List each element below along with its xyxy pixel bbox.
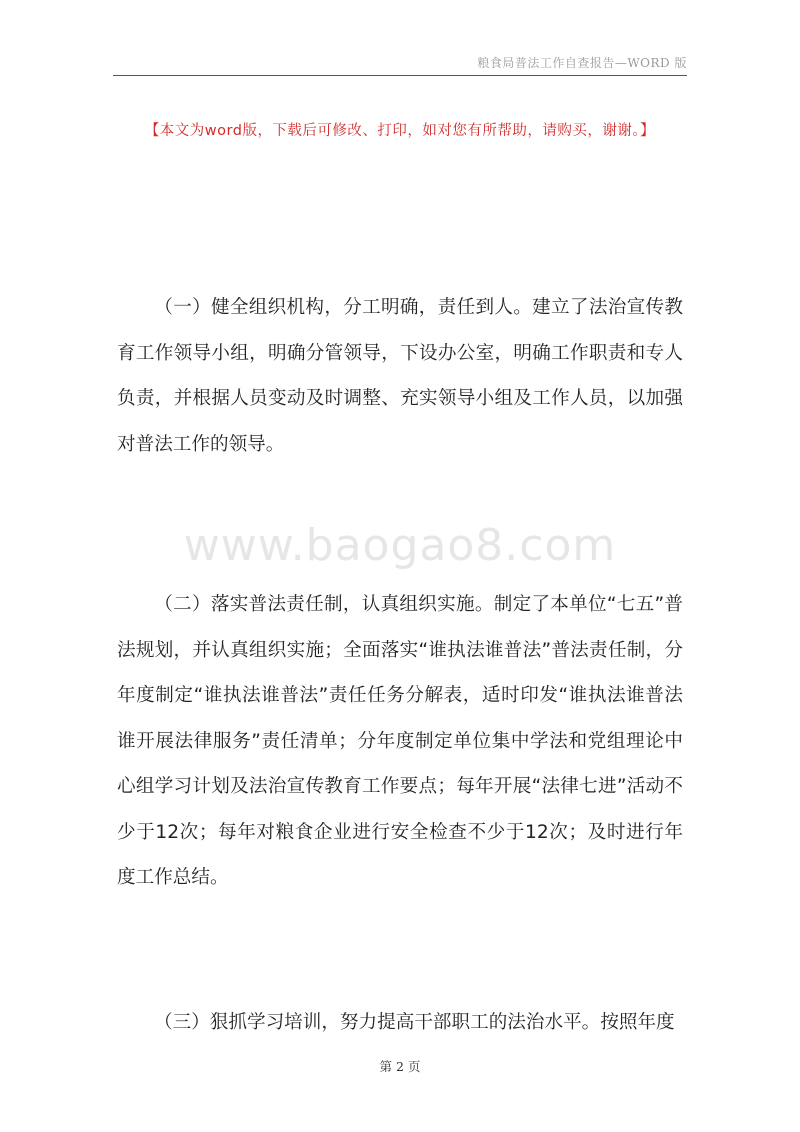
paragraph-3-text: （三）狠抓学习培训，努力提高干部职工的法治水平。按照年度: [154, 1012, 675, 1033]
paragraph-1: [117, 285, 683, 467]
page-number: 第 2 页: [379, 1059, 421, 1074]
watermark: www.baogao8.com: [183, 520, 617, 571]
paragraph-3: [117, 1000, 683, 1046]
paragraph-2-text: （二）落实普法责任制，认真组织实施。制定了本单位“七五”普法规划，并认真组织实施；全面落实“谁执法谁普法”普法责任制，分年度制定“谁执法谁普法”责任任务分解表，适时印发“谁执法谁普法谁开展法律服务”责任清单；分年度制定单位集中学法和党组理论中心组学习计划及法治宣传教育工作要点；每年开展“法律七进”活动不少于12次；每年对粮食企业进行安全检查不少于12次；及时进行年度工作总结。: [117, 594, 683, 888]
purchase-notice: 【本文为word版，下载后可修改、打印，如对您有所帮助，请购买，谢谢。】: [144, 123, 656, 139]
paragraph-1-text: （一）健全组织机构，分工明确，责任到人。建立了法治宣传教育工作领导小组，明确分管领导，下设办公室，明确工作职责和专人负责，并根据人员变动及时调整、充实领导小组及工作人员，以加强对普法工作的领导。: [117, 297, 683, 455]
header-divider: [113, 75, 687, 76]
paragraph-2: [117, 582, 683, 901]
running-header: 粮食局普法工作自查报告—WORD 版: [477, 56, 687, 70]
